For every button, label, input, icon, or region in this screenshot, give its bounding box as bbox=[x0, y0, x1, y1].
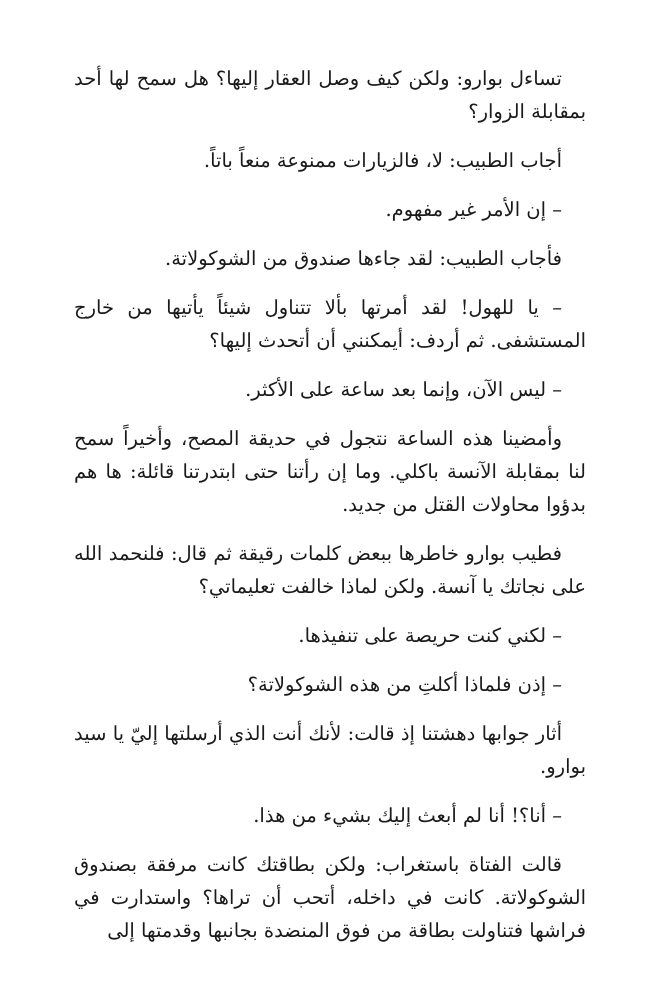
paragraph: وأمضينا هذه الساعة نتجول في حديقة المصح، وأخيراً سمح لنا بمقابلة الآنسة باكلي. وما إن رأتنا حتى ابتدرتنا قائلة: ها هم بدؤوا محاولات القتل من جديد. bbox=[74, 427, 586, 516]
dialogue-line: – ليس الآن، وإنما بعد ساعة على الأكثر. bbox=[245, 378, 562, 401]
paragraph: تساءل بوارو: ولكن كيف وصل العقار إليها؟ هل سمح لها أحد بمقابلة الزوار؟ bbox=[74, 67, 586, 123]
book-page bbox=[74, 62, 586, 963]
paragraph: أجاب الطبيب: لا، فالزيارات ممنوعة منعاً باتاً. bbox=[203, 149, 562, 172]
paragraph: قالت الفتاة باستغراب: ولكن بطاقتك كانت مرفقة بصندوق الشوكولاتة. كانت في داخله، أتحب أن تراها؟ واستدارت في فراشها فتناولت بطاقة من فوق المنضدة بجانبها وقدمتها إلى bbox=[74, 853, 586, 942]
paragraph: فأجاب الطبيب: لقد جاءها صندوق من الشوكولاتة. bbox=[165, 247, 562, 270]
dialogue-line: – أنا؟! أنا لم أبعث إليك بشيء من هذا. bbox=[253, 804, 562, 827]
dialogue-line: – يا للهول! لقد أمرتها بألا تتناول شيئاً يأتيها من خارج المستشفى. ثم أردف: أيمكنني أن أتحدث إليها؟ bbox=[74, 296, 586, 352]
dialogue-line: – لكني كنت حريصة على تنفيذها. bbox=[298, 624, 562, 647]
dialogue-line: – إن الأمر غير مفهوم. bbox=[385, 198, 562, 221]
paragraph: أثار جوابها دهشتنا إذ قالت: لأنك أنت الذي أرسلتها إليّ يا سيد بوارو. bbox=[74, 722, 586, 778]
dialogue-line: – إذن فلماذا أكلتِ من هذه الشوكولاتة؟ bbox=[247, 673, 562, 696]
paragraph: فطيب بوارو خاطرها ببعض كلمات رقيقة ثم قال: فلنحمد الله على نجاتك يا آنسة. ولكن لماذا خالفت تعليماتي؟ bbox=[74, 542, 586, 598]
